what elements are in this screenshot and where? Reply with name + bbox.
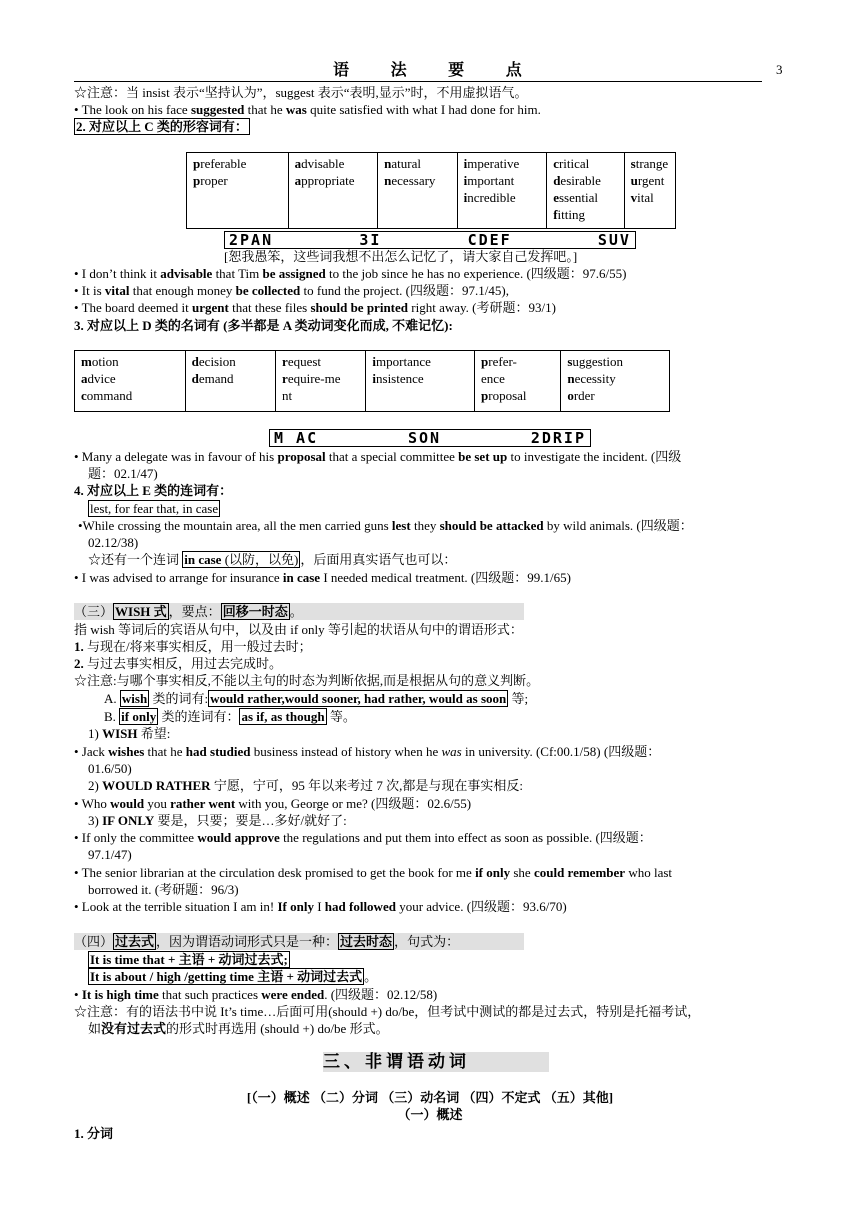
- chapter-toc: [（一）概述 （二）分词 （三）动名词 （四）不定式 （五）其他]: [246, 1090, 614, 1105]
- example-sentence: • If only the committee would approve the regulations and put them into effect as soon as possible. (四级题：: [74, 830, 652, 845]
- table-word: imperative: [463, 156, 520, 171]
- banner-item: M AC: [274, 429, 319, 447]
- table-word: ence: [481, 371, 505, 386]
- example-sentence: • Who would you rather went with you, George or me? (四级题：02.6/55): [74, 796, 472, 811]
- if-only-words: B. if only 类的连词有： as if, as though 等。: [104, 709, 356, 724]
- section-heading: 2. 对应以上 C 类的形容词有：: [76, 119, 248, 134]
- table-word: strange: [630, 156, 669, 171]
- table-word: vital: [630, 190, 654, 205]
- table-word: proper: [193, 173, 228, 188]
- noun-mnemonic-banner: [269, 429, 591, 447]
- banner-item: SON: [407, 429, 442, 447]
- table-cell: [547, 153, 624, 229]
- page-number: 3: [776, 62, 783, 77]
- example-sentence: • Many a delegate was in favour of his proposal that a special committee be set up to investigate the incident. (四级: [74, 449, 682, 464]
- example-sentence-cont: 97.1/47): [88, 847, 132, 862]
- wish-words: A. wish 类的词有: would rather,would sooner, had rather, would as soon 等;: [104, 691, 529, 706]
- example-sentence: • The senior librarian at the circulation desk promised to get the book for me if only she could remember who last: [74, 865, 673, 880]
- example-sentence: • I don’t think it advisable that Tim be assigned to the job since he has no experience. (四级题：97.6/55): [74, 266, 627, 281]
- table-word: request: [282, 354, 322, 369]
- wish-rule-2: 2. 与过去事实相反，用过去完成时。: [74, 656, 283, 671]
- table-cell: [457, 153, 547, 229]
- section-wish-heading: （三） WISH 式 ，要点： 回移一时态 。: [74, 603, 524, 620]
- table-word: fitting: [553, 207, 585, 222]
- noun-table: [74, 350, 670, 412]
- banner-item: 2DRIP: [530, 429, 586, 447]
- table-word: incredible: [463, 190, 516, 205]
- table-word: demand: [191, 371, 234, 386]
- table-cell: [75, 351, 186, 412]
- note-insist: ☆注意：当 insist 表示“坚持认为”，suggest 表示“表明,显示”时，不用虚拟语气。: [74, 85, 528, 100]
- conjunction-box: lest, for fear that, in case: [90, 501, 219, 516]
- table-word: suggestion: [567, 354, 623, 369]
- example-sentence: • Jack wishes that he had studied business instead of history when he was in university. (Cf:00.1/58) (四级题：: [74, 744, 661, 759]
- table-word: command: [81, 388, 133, 403]
- example-sentence-cont: 02.12/38): [88, 535, 139, 550]
- past-note-cont: 如没有过去式的形式时再选用 (should +) do/be 形式。: [88, 1021, 389, 1036]
- subheading-if-only: 3) IF ONLY 要是，只要；要是…多好/就好了:: [88, 813, 347, 828]
- section-past-heading: （四） 过去式 ，因为谓语动词形式只是一种： 过去时态 ，句式为：: [74, 933, 524, 950]
- note-in-case: ☆还有一个连词 in case (以防，以免) ，后面用真实语气也可以：: [88, 552, 457, 567]
- table-cell: [276, 351, 366, 412]
- example-sentence: • It is high time that such practices were ended. (四级题：02.12/58): [74, 987, 438, 1002]
- chapter-heading: 三、非谓语动词: [323, 1052, 549, 1072]
- example-sentence: • The board deemed it urgent that these files should be printed right away. (考研题：93/1): [74, 300, 556, 315]
- table-word: motion: [81, 354, 119, 369]
- table-cell: [475, 351, 561, 412]
- table-cell: [187, 153, 289, 229]
- banner-item: SUV: [597, 231, 631, 249]
- table-word: decision: [191, 354, 236, 369]
- example-sentence: • It is vital that enough money be collected to fund the project. (四级题：97.1/45),: [74, 283, 509, 298]
- subsection-heading: （一）概述: [397, 1107, 463, 1122]
- table-word: necessity: [567, 371, 616, 386]
- table-word: urgent: [630, 173, 665, 188]
- wish-rule-1: 1. 与现在/将来事实相反，用一般过去时；: [74, 639, 312, 654]
- table-word: require-me: [282, 371, 341, 386]
- page-header-title: 语 法 要 点: [333, 60, 540, 79]
- subsection-item: 1. 分词: [74, 1126, 114, 1141]
- banner-item: 2PAN: [229, 231, 274, 249]
- table-word: order: [567, 388, 595, 403]
- banner-item: CDEF: [467, 231, 512, 249]
- table-word: important: [463, 173, 515, 188]
- subheading-wish: 1) WISH 希望:: [88, 726, 171, 741]
- table-word: advice: [81, 371, 116, 386]
- table-cell: [624, 153, 675, 229]
- header-rule: [74, 81, 762, 82]
- wish-definition: 指 wish 等词后的宾语从句中，以及由 if only 等引起的状语从句中的谓语形式：: [74, 622, 523, 637]
- adjective-table: [186, 152, 676, 229]
- section-heading: 3. 对应以上 D 类的名词有 (多半都是 A 类动词变化而成, 不难记忆):: [74, 318, 453, 333]
- table-cell: [366, 351, 475, 412]
- section-heading: 4. 对应以上 E 类的连词有：: [74, 483, 233, 498]
- example-sentence-cont: borrowed it. (考研题：96/3): [88, 882, 239, 897]
- table-cell: [185, 351, 275, 412]
- table-word: prefer-: [481, 354, 517, 369]
- banner-item: 3I: [359, 231, 382, 249]
- table-cell: [288, 153, 378, 229]
- subheading-would-rather: 2) WOULD RATHER 宁愿，宁可，95 年以来考过 7 次,都是与现在事实相反:: [88, 778, 523, 793]
- table-word: preferable: [193, 156, 247, 171]
- table-word: critical: [553, 156, 590, 171]
- example-sentence: • I was advised to arrange for insurance in case I needed medical treatment. (四级题：99.1/65): [74, 570, 571, 585]
- pattern-2: It is about / high /getting time 主语 + 动词过去式 。: [90, 969, 378, 984]
- example-sentence: •While crossing the mountain area, all the men carried guns lest they should be attacked by wild animals. (四级题：: [78, 518, 693, 533]
- table-word: necessary: [384, 173, 436, 188]
- example-sentence: • The look on his face suggested that he was quite satisfied with what I had done for him.: [74, 102, 541, 117]
- table-word: desirable: [553, 173, 601, 188]
- example-sentence: • Look at the terrible situation I am in! If only I had followed your advice. (四级题：93.6/70): [74, 899, 567, 914]
- table-word: essential: [553, 190, 598, 205]
- table-word: proposal: [481, 388, 527, 403]
- table-word: natural: [384, 156, 421, 171]
- example-sentence-cont: 01.6/50): [88, 761, 132, 776]
- pattern-1: It is time that + 主语 + 动词过去式;: [90, 952, 288, 967]
- wish-note: ☆注意:与哪个事实相反,不能以主句的时态为判断依据,而是根据从句的意义判断。: [74, 673, 540, 688]
- table-word: nt: [282, 388, 293, 403]
- table-word: importance: [372, 354, 431, 369]
- note-text: [恕我愚笨，这些词我想不出怎么记忆了，请大家自己发挥吧。]: [224, 249, 578, 264]
- table-cell: [378, 153, 457, 229]
- table-word: insistence: [372, 371, 424, 386]
- table-word: appropriate: [294, 173, 355, 188]
- table-word: advisable: [294, 156, 345, 171]
- table-cell: [561, 351, 670, 412]
- adjective-mnemonic-banner: [224, 231, 636, 249]
- past-note: ☆注意：有的语法书中说 It’s time…后面可用(should +) do/be，但考试中测试的都是过去式，特别是托福考试，: [74, 1004, 701, 1019]
- example-sentence-cont: 题：02.1/47): [88, 466, 158, 481]
